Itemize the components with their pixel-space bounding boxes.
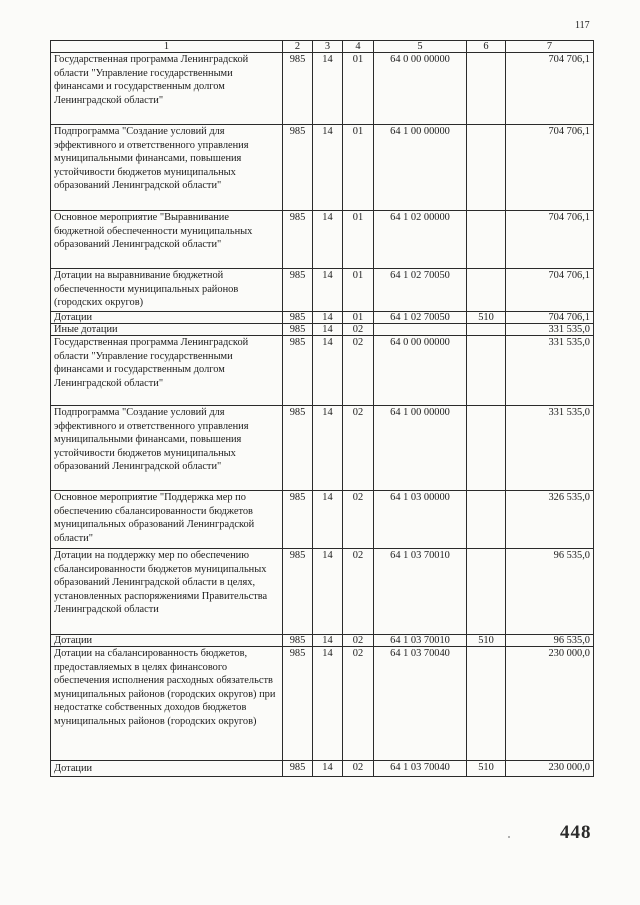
cell-subsection: 02 [343,324,374,336]
cell-amount: 704 706,1 [506,53,594,125]
cell-ministry-code: 985 [283,406,313,491]
cell-section: 14 [313,761,343,777]
row-name: Дотации [51,312,283,324]
cell-target-item: 64 1 02 00000 [374,211,467,269]
cell-target-item [374,324,467,336]
cell-target-item: 64 1 00 00000 [374,125,467,211]
cell-subsection: 02 [343,647,374,761]
cell-expense-type [467,491,506,549]
cell-section: 14 [313,53,343,125]
cell-expense-type [467,211,506,269]
cell-amount: 704 706,1 [506,269,594,312]
cell-ministry-code: 985 [283,491,313,549]
cell-expense-type: 510 [467,312,506,324]
col-header-7: 7 [506,41,594,53]
table-row [51,635,594,647]
row-name: Основное мероприятие "Выравнивание бюджетной обеспеченности муниципальных образований Ленинградской области" [51,211,283,269]
cell-ministry-code: 985 [283,647,313,761]
cell-ministry-code: 985 [283,53,313,125]
cell-section: 14 [313,125,343,211]
cell-expense-type [467,324,506,336]
row-name: Дотации на сбалансированность бюджетов, предоставляемых в целях финансового обеспечения исполнения расходных обязательств муниципальных районов (городских округов) при недостатке собственных доходов бюджетов муниципальных районов (городских округов) [51,647,283,761]
cell-ministry-code: 985 [283,211,313,269]
cell-section: 14 [313,635,343,647]
cell-amount: 704 706,1 [506,125,594,211]
cell-target-item: 64 1 02 70050 [374,269,467,312]
cell-amount: 331 535,0 [506,406,594,491]
cell-section: 14 [313,491,343,549]
table-row [51,491,594,549]
col-header-5: 5 [374,41,467,53]
cell-ministry-code: 985 [283,336,313,406]
row-name: Подпрограмма "Создание условий для эффективного и ответственного управления муниципальными финансами, повышения устойчивости бюджетов муниципальных образований Ленинградской области" [51,406,283,491]
cell-expense-type [467,647,506,761]
row-name: Дотации [51,761,283,777]
cell-subsection: 02 [343,406,374,491]
cell-section: 14 [313,312,343,324]
table-row [51,761,594,777]
cell-expense-type [467,406,506,491]
cell-ministry-code: 985 [283,635,313,647]
row-name: Дотации на поддержку мер по обеспечению сбалансированности бюджетов муниципальных образований Ленинградской области в целях, установленных распоряжениями Правительства Ленинградской области [51,549,283,635]
cell-ministry-code: 985 [283,549,313,635]
table-row [51,53,594,125]
cell-target-item: 64 1 03 70040 [374,647,467,761]
cell-target-item: 64 0 00 00000 [374,53,467,125]
table-row [51,312,594,324]
col-header-1: 1 [51,41,283,53]
cell-section: 14 [313,336,343,406]
cell-expense-type [467,336,506,406]
table-row [51,336,594,406]
cell-section: 14 [313,211,343,269]
cell-subsection: 01 [343,125,374,211]
page-number: 117 [575,20,590,31]
cell-target-item: 64 1 03 70010 [374,549,467,635]
table-row [51,549,594,635]
sheet-stamp-number: 448 [560,822,592,843]
cell-subsection: 01 [343,211,374,269]
scan-speck [508,836,510,838]
cell-ministry-code: 985 [283,269,313,312]
col-header-4: 4 [343,41,374,53]
table-row [51,406,594,491]
cell-subsection: 02 [343,761,374,777]
cell-section: 14 [313,647,343,761]
cell-subsection: 01 [343,53,374,125]
cell-ministry-code: 985 [283,761,313,777]
cell-ministry-code: 985 [283,125,313,211]
cell-expense-type [467,53,506,125]
table-row [51,269,594,312]
cell-amount: 331 535,0 [506,324,594,336]
row-name: Иные дотации [51,324,283,336]
cell-section: 14 [313,269,343,312]
budget-table [50,40,594,777]
cell-subsection: 02 [343,549,374,635]
cell-expense-type [467,269,506,312]
cell-amount: 704 706,1 [506,312,594,324]
col-header-2: 2 [283,41,313,53]
cell-subsection: 02 [343,491,374,549]
table-row [51,211,594,269]
cell-subsection: 01 [343,269,374,312]
cell-amount: 230 000,0 [506,761,594,777]
row-name: Основное мероприятие "Поддержка мер по обеспечению сбалансированности бюджетов муниципальных образований Ленинградской области" [51,491,283,549]
col-header-3: 3 [313,41,343,53]
cell-amount: 96 535,0 [506,635,594,647]
cell-target-item: 64 1 03 00000 [374,491,467,549]
row-name: Государственная программа Ленинградской области "Управление государственными финансами и государственным долгом Ленинградской области" [51,53,283,125]
cell-subsection: 02 [343,635,374,647]
cell-ministry-code: 985 [283,312,313,324]
table-row [51,125,594,211]
cell-ministry-code: 985 [283,324,313,336]
table-header-row [51,41,594,53]
col-header-6: 6 [467,41,506,53]
cell-amount: 326 535,0 [506,491,594,549]
cell-subsection: 02 [343,336,374,406]
cell-subsection: 01 [343,312,374,324]
cell-expense-type: 510 [467,635,506,647]
cell-amount: 230 000,0 [506,647,594,761]
cell-section: 14 [313,324,343,336]
cell-amount: 96 535,0 [506,549,594,635]
cell-target-item: 64 1 00 00000 [374,406,467,491]
cell-expense-type: 510 [467,761,506,777]
cell-expense-type [467,549,506,635]
cell-target-item: 64 0 00 00000 [374,336,467,406]
row-name: Дотации на выравнивание бюджетной обеспеченности муниципальных районов (городских округов) [51,269,283,312]
row-name: Государственная программа Ленинградской области "Управление государственными финансами и государственным долгом Ленинградской области" [51,336,283,406]
cell-expense-type [467,125,506,211]
cell-amount: 704 706,1 [506,211,594,269]
row-name: Дотации [51,635,283,647]
cell-section: 14 [313,549,343,635]
table-row [51,647,594,761]
cell-section: 14 [313,406,343,491]
cell-amount: 331 535,0 [506,336,594,406]
table-row [51,324,594,336]
cell-target-item: 64 1 03 70010 [374,635,467,647]
cell-target-item: 64 1 02 70050 [374,312,467,324]
row-name: Подпрограмма "Создание условий для эффективного и ответственного управления муниципальными финансами, повышения устойчивости бюджетов муниципальных образований Ленинградской области" [51,125,283,211]
cell-target-item: 64 1 03 70040 [374,761,467,777]
